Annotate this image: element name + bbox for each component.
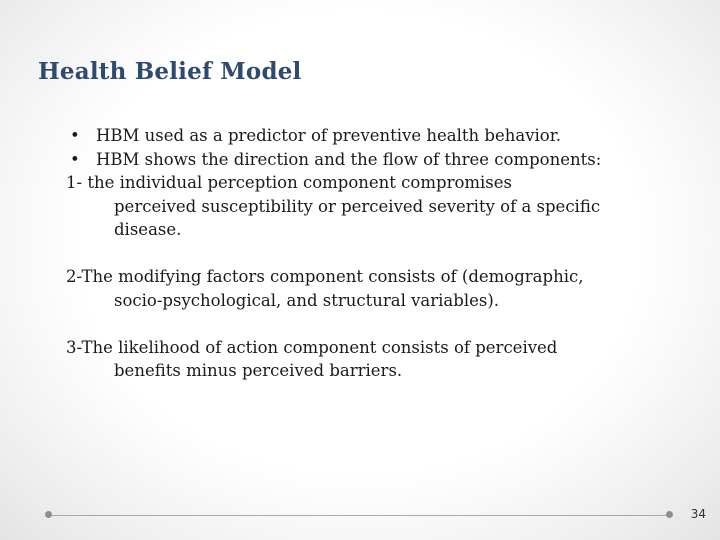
bullet-icon: • — [70, 149, 80, 169]
item-1-line: 1- the individual perception component compromises — [66, 173, 513, 192]
spacer — [66, 242, 686, 266]
page-number: 34 — [690, 507, 706, 521]
footer-divider — [48, 515, 670, 516]
bullet-icon: • — [70, 126, 80, 145]
item-2-line: 2-The modifying factors component consists of (demographic, — [66, 267, 584, 286]
slide-title: Health Belief Model — [38, 58, 302, 85]
spacer — [66, 312, 686, 336]
bullet-text: HBM shows the direction and the flow of three components: — [96, 149, 602, 169]
slide-body — [66, 124, 686, 383]
bullet-item — [66, 148, 686, 172]
bullet-item — [66, 124, 686, 148]
item-3-line: 3-The likelihood of action component consists of perceived — [66, 337, 558, 357]
footer-dot-icon — [666, 511, 673, 518]
bullet-text: HBM used as a predictor of preventive health behavior. — [96, 126, 562, 145]
item-1-continuation: disease. — [114, 220, 182, 239]
footer-dot-icon — [45, 511, 52, 518]
item-2-continuation: socio-psychological, and structural variables). — [114, 290, 500, 310]
item-1-continuation: perceived susceptibility or perceived severity of a specific — [114, 196, 601, 216]
item-3-continuation: benefits minus perceived barriers. — [114, 361, 403, 380]
